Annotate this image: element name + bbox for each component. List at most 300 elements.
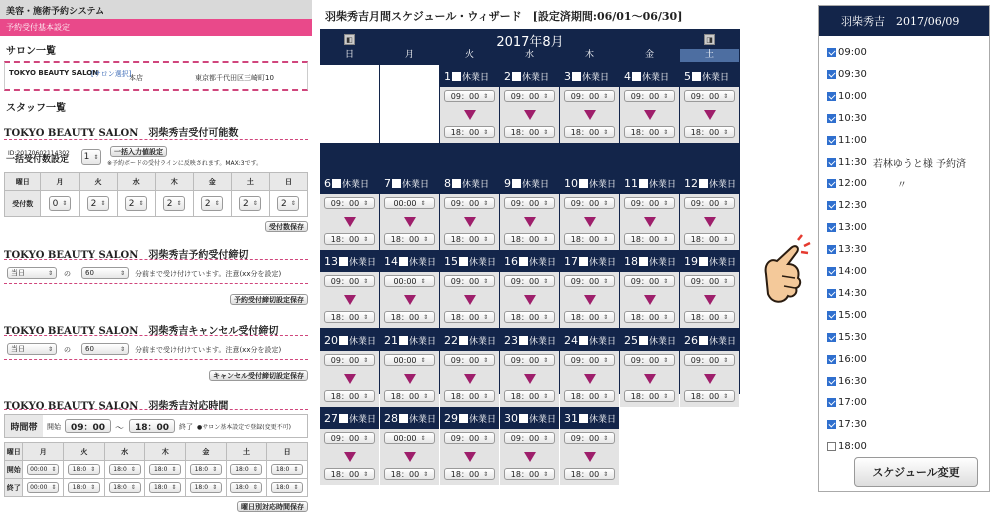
end-time-select[interactable]: 18：00 ⇕ xyxy=(624,390,675,402)
day-header: 水 xyxy=(104,443,145,461)
down-arrow-icon xyxy=(584,295,596,305)
day-number: 9 xyxy=(504,176,511,190)
holiday-checkbox[interactable] xyxy=(452,72,461,81)
calendar-day-cell xyxy=(620,329,679,407)
time-slot-checkbox[interactable] xyxy=(827,245,836,254)
end-time-select[interactable]: 18：00 ⇕ xyxy=(504,468,555,480)
holiday-label: 休業日 xyxy=(349,336,377,347)
holiday-label: 休業日 xyxy=(582,72,610,83)
calendar-day-cell xyxy=(500,329,559,407)
start-time-field[interactable]: 09：00 xyxy=(65,419,111,433)
day-header xyxy=(620,250,679,272)
start-time-select[interactable]: 09：00 ⇕ xyxy=(624,354,675,366)
day-header xyxy=(440,329,499,351)
time-slot-label: 16:00 xyxy=(838,353,867,365)
capacity-heading: TOKYO BEAUTY SALON 羽柴秀吉受付可能数 xyxy=(4,128,239,139)
start-time-select[interactable]: 09：00 ⇕ xyxy=(504,197,555,209)
holiday-label: 休業日 xyxy=(529,414,557,425)
time-slot-row xyxy=(827,261,987,282)
end-time-select[interactable]: 18：00 ⇕ xyxy=(624,233,675,245)
start-time-select[interactable]: 00:00 ⇕ xyxy=(384,432,435,444)
deadline-row xyxy=(4,264,308,284)
day-number: 18 xyxy=(624,254,638,268)
holiday-checkbox[interactable] xyxy=(392,179,401,188)
day-header xyxy=(500,329,559,351)
start-time-select[interactable]: 09：00 ⇕ xyxy=(504,354,555,366)
start-time-select[interactable]: 09：00 ⇕ xyxy=(504,90,555,102)
day-number: 25 xyxy=(624,333,638,347)
calendar-day-cell xyxy=(320,172,379,250)
end-time-select[interactable]: 18：00 ⇕ xyxy=(444,468,495,480)
calendar-empty-cell xyxy=(320,65,379,143)
time-slot-checkbox[interactable] xyxy=(827,70,836,79)
end-row-label: 終了 xyxy=(5,479,23,497)
down-arrow-icon xyxy=(644,295,656,305)
day-number: 13 xyxy=(324,254,338,268)
holiday-checkbox[interactable] xyxy=(692,72,701,81)
holiday-checkbox[interactable] xyxy=(639,336,648,345)
time-slot-checkbox[interactable] xyxy=(827,289,836,298)
time-slot-checkbox[interactable] xyxy=(827,377,836,386)
holiday-checkbox[interactable] xyxy=(339,336,348,345)
deadline-save-button[interactable]: 予約受付締切設定保存 xyxy=(230,294,308,305)
start-time-select[interactable]: 09：00 ⇕ xyxy=(624,197,675,209)
start-row-label: 開始 xyxy=(5,461,23,479)
time-slot-checkbox[interactable] xyxy=(827,267,836,276)
start-time-select[interactable]: 09：00 ⇕ xyxy=(324,275,375,287)
count-label: 受付数 xyxy=(5,191,41,217)
holiday-checkbox[interactable] xyxy=(519,414,528,423)
time-slot-row xyxy=(827,217,987,238)
time-slot-checkbox[interactable] xyxy=(827,92,836,101)
time-slot-row xyxy=(827,64,987,85)
start-time-select[interactable]: 09：00 ⇕ xyxy=(684,275,735,287)
end-time-select[interactable]: 18：00 ⇕ xyxy=(564,468,615,480)
calendar-day-cell xyxy=(500,250,559,328)
holiday-checkbox[interactable] xyxy=(339,414,348,423)
end-time-select[interactable]: 18：00 ⇕ xyxy=(504,126,555,138)
end-time-select[interactable]: 18：00 ⇕ xyxy=(684,126,735,138)
holiday-checkbox[interactable] xyxy=(579,336,588,345)
day-number: 15 xyxy=(444,254,458,268)
capacity-table xyxy=(4,172,308,217)
down-arrow-icon xyxy=(344,295,356,305)
holiday-checkbox[interactable] xyxy=(699,336,708,345)
end-time-select[interactable]: 18：00 ⇕ xyxy=(444,126,495,138)
start-time-select[interactable]: 09：00 ⇕ xyxy=(564,275,615,287)
day-header: 水 xyxy=(117,173,155,191)
day-panel-title: 羽柴秀吉 2017/06/09 xyxy=(841,15,960,28)
holiday-checkbox[interactable] xyxy=(512,179,521,188)
tilde-label: ～ xyxy=(115,424,125,434)
holiday-checkbox[interactable] xyxy=(632,72,641,81)
deadline-minutes-select[interactable]: 60 ⇕ xyxy=(81,267,129,279)
prev-month-icon[interactable]: ◧ xyxy=(344,34,355,45)
calendar-title: 羽柴秀吉月間スケジュール・ウィザード [設定済期間:06/01～06/30] xyxy=(325,10,683,23)
weekday-label: 土 xyxy=(680,49,739,62)
time-slot-checkbox[interactable] xyxy=(827,179,836,188)
deadline-text: 分前まで受け付けています。注意(xx分を設定) xyxy=(135,270,282,278)
end-time-select[interactable]: 18：00 ⇕ xyxy=(684,233,735,245)
end-time-select[interactable]: 18：00 ⇕ xyxy=(444,390,495,402)
holiday-checkbox[interactable] xyxy=(572,72,581,81)
hours-header-row xyxy=(5,443,308,461)
day-header xyxy=(560,65,619,87)
calendar-empty-cell xyxy=(380,65,439,143)
time-slot-note: 〃 xyxy=(896,180,907,192)
day-header xyxy=(680,65,739,87)
start-time-select[interactable]: 09：00 ⇕ xyxy=(324,354,375,366)
day-number: 24 xyxy=(564,333,578,347)
holiday-label: 休業日 xyxy=(709,179,737,190)
cancel-save-button[interactable]: キャンセル受付締切設定保存 xyxy=(209,370,308,381)
day-number: 26 xyxy=(684,333,698,347)
holiday-label: 休業日 xyxy=(589,179,617,190)
down-arrow-icon xyxy=(404,217,416,227)
end-time-select[interactable]: 18：00 ⇕ xyxy=(444,311,495,323)
time-slot-checkbox[interactable] xyxy=(827,333,836,342)
calendar-day-cell xyxy=(440,250,499,328)
start-time-select[interactable]: 09：00 ⇕ xyxy=(324,197,375,209)
day-header xyxy=(440,65,499,87)
start-time-select[interactable]: 18:0 ⇕ xyxy=(230,464,262,475)
holiday-checkbox[interactable] xyxy=(459,414,468,423)
hours-note: ●サロン基本設定で登録(変更不可) xyxy=(197,424,291,431)
holiday-checkbox[interactable] xyxy=(459,336,468,345)
time-slot-checkbox[interactable] xyxy=(827,201,836,210)
down-arrow-icon xyxy=(464,110,476,120)
time-slot-row xyxy=(827,436,987,457)
weekday-label: 火 xyxy=(464,50,474,60)
holiday-label: 休業日 xyxy=(522,179,550,190)
deadline-heading: TOKYO BEAUTY SALON 羽柴秀吉予約受付締切 xyxy=(4,250,249,261)
end-time-select[interactable]: 18：00 ⇕ xyxy=(624,126,675,138)
end-time-select[interactable]: 18：00 ⇕ xyxy=(624,311,675,323)
holiday-label: 休業日 xyxy=(702,72,730,83)
holiday-checkbox[interactable] xyxy=(399,257,408,266)
admin-panel xyxy=(0,0,312,521)
day-number: 11 xyxy=(624,176,638,190)
bulk-stepper[interactable]: 1 ⇕ xyxy=(81,149,101,165)
start-time-select[interactable]: 09：00 ⇕ xyxy=(444,197,495,209)
calendar-day-cell xyxy=(620,250,679,328)
next-month-icon[interactable]: ◨ xyxy=(704,34,715,45)
day-number: 30 xyxy=(504,411,518,425)
down-arrow-icon xyxy=(704,295,716,305)
end-time-select[interactable]: 18：00 ⇕ xyxy=(384,233,435,245)
end-time-select[interactable]: 18:0 ⇕ xyxy=(109,482,141,493)
holiday-label: 休業日 xyxy=(589,414,617,425)
calendar-month-title: 2017年8月 xyxy=(496,35,564,50)
day-number: 6 xyxy=(324,176,331,190)
end-time-select[interactable]: 18：00 ⇕ xyxy=(504,311,555,323)
holiday-checkbox[interactable] xyxy=(579,414,588,423)
holiday-label: 休業日 xyxy=(529,336,557,347)
end-time-select[interactable]: 18：00 ⇕ xyxy=(324,311,375,323)
start-time-select[interactable]: 09：00 ⇕ xyxy=(684,197,735,209)
time-slot-label: 16:30 xyxy=(838,375,867,387)
holiday-label: 休業日 xyxy=(409,336,437,347)
calendar-day-cell xyxy=(560,407,619,485)
salon-select-link[interactable]: [サロン選択] xyxy=(91,70,132,78)
holiday-label: 休業日 xyxy=(402,179,430,190)
end-time-select[interactable]: 18：00 ⇕ xyxy=(564,390,615,402)
day-header xyxy=(440,407,499,429)
calendar-day-cell xyxy=(380,250,439,328)
weekday-label: 金 xyxy=(644,50,654,60)
day-header: 土 xyxy=(226,443,267,461)
holiday-checkbox[interactable] xyxy=(639,179,648,188)
start-time-select[interactable]: 18:0 ⇕ xyxy=(149,464,181,475)
count-stepper[interactable]: 2 ⇕ xyxy=(87,196,109,211)
down-arrow-icon xyxy=(704,217,716,227)
count-stepper[interactable]: 2 ⇕ xyxy=(201,196,223,211)
calendar-day-cell xyxy=(440,407,499,485)
holiday-checkbox[interactable] xyxy=(699,257,708,266)
day-number: 1 xyxy=(444,69,451,83)
end-time-field[interactable]: 18：00 xyxy=(129,419,175,433)
start-time-select[interactable]: 09：00 ⇕ xyxy=(564,197,615,209)
start-time-select[interactable]: 09：00 ⇕ xyxy=(444,275,495,287)
time-slot-checkbox[interactable] xyxy=(827,442,836,451)
day-header xyxy=(620,172,679,194)
down-arrow-icon xyxy=(404,374,416,384)
end-time-select[interactable]: 18：00 ⇕ xyxy=(444,233,495,245)
count-stepper[interactable]: 2 ⇕ xyxy=(239,196,261,211)
day-header xyxy=(380,407,439,429)
holiday-label: 休業日 xyxy=(649,257,677,268)
day-header: 火 xyxy=(79,173,117,191)
down-arrow-icon xyxy=(344,217,356,227)
end-time-select[interactable]: 18：00 ⇕ xyxy=(384,311,435,323)
start-time-select[interactable]: 09：00 ⇕ xyxy=(564,90,615,102)
day-header xyxy=(500,172,559,194)
time-slot-row xyxy=(827,42,987,63)
start-time-select[interactable]: 18:0 ⇕ xyxy=(109,464,141,475)
hours-start-row xyxy=(5,461,308,479)
end-time-select[interactable]: 18：00 ⇕ xyxy=(384,390,435,402)
end-time-select[interactable]: 18：00 ⇕ xyxy=(504,390,555,402)
day-number: 29 xyxy=(444,411,458,425)
save-count-button[interactable]: 受付数保存 xyxy=(265,221,308,232)
holiday-checkbox[interactable] xyxy=(339,257,348,266)
count-stepper[interactable]: 2 ⇕ xyxy=(277,196,299,211)
holiday-checkbox[interactable] xyxy=(512,72,521,81)
day-number: 10 xyxy=(564,176,578,190)
start-time-select[interactable]: 09：00 ⇕ xyxy=(624,275,675,287)
start-time-select[interactable]: 09：00 ⇕ xyxy=(504,432,555,444)
end-time-select[interactable]: 18：00 ⇕ xyxy=(564,126,615,138)
end-time-select[interactable]: 18：00 ⇕ xyxy=(504,233,555,245)
time-slot-row xyxy=(827,173,987,194)
start-time-select[interactable]: 18:0 ⇕ xyxy=(190,464,222,475)
staff-list-heading: スタッフ一覧 xyxy=(6,103,66,114)
calendar-day-cell xyxy=(620,172,679,250)
start-label: 開始 xyxy=(47,423,61,431)
count-stepper[interactable]: 2 ⇕ xyxy=(163,196,185,211)
start-time-select[interactable]: 18:0 ⇕ xyxy=(271,464,303,475)
deadline-day-select[interactable]: 当日 ⇕ xyxy=(7,267,57,279)
holiday-label: 休業日 xyxy=(642,72,670,83)
holiday-label: 休業日 xyxy=(462,179,490,190)
down-arrow-icon xyxy=(704,374,716,384)
holiday-label: 休業日 xyxy=(649,336,677,347)
time-slot-row xyxy=(827,305,987,326)
end-time-select[interactable]: 18：00 ⇕ xyxy=(564,233,615,245)
time-slot-row xyxy=(827,195,987,216)
start-time-select[interactable]: 09：00 ⇕ xyxy=(624,90,675,102)
time-slot-row xyxy=(827,130,987,151)
down-arrow-icon xyxy=(464,374,476,384)
time-slot-checkbox[interactable] xyxy=(827,114,836,123)
holiday-checkbox[interactable] xyxy=(519,257,528,266)
down-arrow-icon xyxy=(344,452,356,462)
end-time-select[interactable]: 18：00 ⇕ xyxy=(684,311,735,323)
calendar-day-cell xyxy=(560,329,619,407)
time-slot-checkbox[interactable] xyxy=(827,136,836,145)
hours-heading-row xyxy=(4,394,308,410)
pointing-hand-icon xyxy=(760,234,812,314)
day-header: 日 xyxy=(269,173,307,191)
schedule-change-button[interactable]: スケジュール変更 xyxy=(854,457,978,487)
hours-save-button[interactable]: 曜日別対応時間保存 xyxy=(237,501,308,512)
down-arrow-icon xyxy=(524,217,536,227)
day-header xyxy=(560,172,619,194)
day-header: 木 xyxy=(145,443,186,461)
day-number: 20 xyxy=(324,333,338,347)
holiday-checkbox[interactable] xyxy=(639,257,648,266)
capacity-header-row xyxy=(5,173,308,191)
end-time-select[interactable]: 18:0 ⇕ xyxy=(149,482,181,493)
start-time-select[interactable]: 09：00 ⇕ xyxy=(444,432,495,444)
bulk-note: ※予約ボードの受付ラインに反映されます。MAX:3です。 xyxy=(107,160,263,167)
end-time-select[interactable]: 00:00 ⇕ xyxy=(27,482,59,493)
time-slot-checkbox[interactable] xyxy=(827,398,836,407)
time-slot-label: 14:00 xyxy=(838,266,867,277)
start-time-select[interactable]: 09：00 ⇕ xyxy=(564,432,615,444)
day-number: 22 xyxy=(444,333,458,347)
holiday-checkbox[interactable] xyxy=(699,179,708,188)
time-slot-label: 12:00 xyxy=(838,178,867,190)
end-time-select[interactable]: 18:0 ⇕ xyxy=(230,482,262,493)
day-number: 31 xyxy=(564,411,578,425)
holiday-label: 休業日 xyxy=(709,336,737,347)
time-slot-checkbox[interactable] xyxy=(827,355,836,364)
start-time-select[interactable]: 09：00 ⇕ xyxy=(504,275,555,287)
time-slot-checkbox[interactable] xyxy=(827,420,836,429)
start-time-select[interactable]: 09：00 ⇕ xyxy=(684,90,735,102)
hours-end-row xyxy=(5,479,308,497)
time-slot-checkbox[interactable] xyxy=(827,311,836,320)
calendar-day-cell xyxy=(680,329,739,407)
end-time-select[interactable]: 18：00 ⇕ xyxy=(384,468,435,480)
end-label: 終了 xyxy=(179,423,193,431)
holiday-label: 休業日 xyxy=(589,336,617,347)
day-header xyxy=(380,329,439,351)
capacity-id: ID:20170602114302 xyxy=(8,150,70,157)
time-zone-label: 時間帯 xyxy=(5,415,43,437)
holiday-checkbox[interactable] xyxy=(579,257,588,266)
day-schedule-panel xyxy=(818,5,990,492)
count-stepper[interactable]: 2 ⇕ xyxy=(125,196,147,211)
calendar-day-cell xyxy=(560,250,619,328)
end-time-select[interactable]: 18：00 ⇕ xyxy=(324,468,375,480)
down-arrow-icon xyxy=(704,110,716,120)
time-slot-checkbox[interactable] xyxy=(827,48,836,57)
holiday-label: 休業日 xyxy=(469,257,497,268)
end-time-select[interactable]: 18：00 ⇕ xyxy=(324,233,375,245)
day-header: 月 xyxy=(23,443,64,461)
cancel-day-select[interactable]: 当日 ⇕ xyxy=(7,343,57,355)
end-time-select[interactable]: 18：00 ⇕ xyxy=(564,311,615,323)
end-time-select[interactable]: 18:0 ⇕ xyxy=(190,482,222,493)
day-header xyxy=(680,172,739,194)
time-slot-label: 15:30 xyxy=(838,331,867,343)
day-header xyxy=(500,407,559,429)
end-time-select[interactable]: 18：00 ⇕ xyxy=(324,390,375,402)
day-header xyxy=(320,172,379,194)
down-arrow-icon xyxy=(524,110,536,120)
day-number: 28 xyxy=(384,411,398,425)
day-number: 16 xyxy=(504,254,518,268)
holiday-checkbox[interactable] xyxy=(519,336,528,345)
bulk-apply-button[interactable]: 一括入力値設定 xyxy=(110,146,167,157)
time-slot-label: 15:00 xyxy=(838,309,867,321)
cancel-minutes-select[interactable]: 60 ⇕ xyxy=(81,343,129,355)
time-slot-label: 09:00 xyxy=(838,47,867,58)
time-slot-checkbox[interactable] xyxy=(827,223,836,232)
holiday-label: 休業日 xyxy=(349,414,377,425)
end-time-select[interactable]: 18:0 ⇕ xyxy=(271,482,303,493)
time-slot-checkbox[interactable] xyxy=(827,158,836,167)
cancel-of-label: の xyxy=(64,346,71,354)
time-slot-label: 10:00 xyxy=(838,90,867,102)
down-arrow-icon xyxy=(344,374,356,384)
time-slot-label: 13:30 xyxy=(838,244,867,256)
holiday-label: 休業日 xyxy=(349,257,377,268)
calendar-day-cell xyxy=(380,172,439,250)
end-time-select[interactable]: 18:0 ⇕ xyxy=(68,482,100,493)
end-time-select[interactable]: 18：00 ⇕ xyxy=(684,390,735,402)
start-time-select[interactable]: 09：00 ⇕ xyxy=(444,354,495,366)
start-time-select[interactable]: 09：00 ⇕ xyxy=(684,354,735,366)
start-time-select[interactable]: 18:0 ⇕ xyxy=(68,464,100,475)
day-header: 日 xyxy=(267,443,308,461)
down-arrow-icon xyxy=(584,374,596,384)
down-arrow-icon xyxy=(464,452,476,462)
start-time-select[interactable]: 00:00 ⇕ xyxy=(384,275,435,287)
holiday-checkbox[interactable] xyxy=(332,179,341,188)
day-number: 5 xyxy=(684,69,691,83)
start-time-select[interactable]: 00:00 ⇕ xyxy=(384,354,435,366)
day-header xyxy=(620,65,679,87)
start-time-select[interactable]: 00:00 ⇕ xyxy=(27,464,59,475)
start-time-select[interactable]: 09：00 ⇕ xyxy=(564,354,615,366)
count-stepper[interactable]: 0 ⇕ xyxy=(49,196,71,211)
holiday-checkbox[interactable] xyxy=(459,257,468,266)
day-number: 7 xyxy=(384,176,391,190)
start-time-select[interactable]: 09：00 ⇕ xyxy=(444,90,495,102)
start-time-select[interactable]: 00:00 ⇕ xyxy=(384,197,435,209)
holiday-checkbox[interactable] xyxy=(399,414,408,423)
holiday-checkbox[interactable] xyxy=(452,179,461,188)
day-number: 14 xyxy=(384,254,398,268)
time-slot-row xyxy=(827,414,987,435)
holiday-checkbox[interactable] xyxy=(579,179,588,188)
holiday-checkbox[interactable] xyxy=(399,336,408,345)
hours-heading: TOKYO BEAUTY SALON 羽柴秀吉対応時間 xyxy=(4,401,229,412)
start-time-select[interactable]: 09：00 ⇕ xyxy=(324,432,375,444)
